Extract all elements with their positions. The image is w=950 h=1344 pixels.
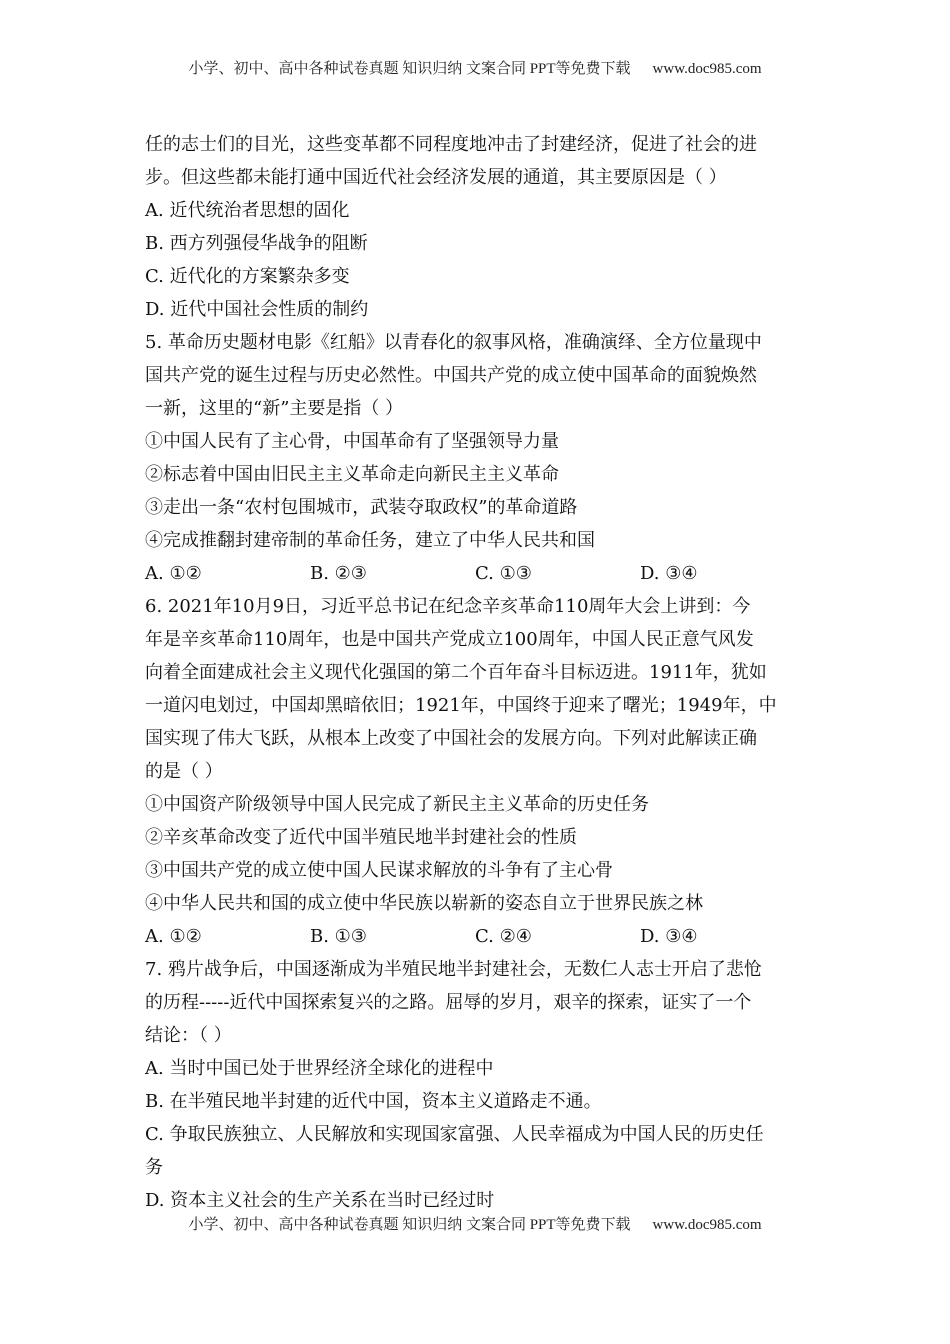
header-text: 小学、初中、高中各种试卷真题 知识归纳 文案合同 PPT等免费下载 [188, 61, 631, 77]
q6-item-2: ②辛亥革命改变了近代中国半殖民地半封建社会的性质 [145, 827, 577, 848]
q4-option-b: B. 西方列强侵华战争的阻断 [145, 233, 368, 254]
q6-item-1: ①中国资产阶级领导中国人民完成了新民主主义革命的历史任务 [145, 794, 649, 815]
footer-text: 小学、初中、高中各种试卷真题 知识归纳 文案合同 PPT等免费下载 [188, 1217, 631, 1233]
q6-choice-a: A. ①② [145, 926, 202, 947]
q7-stem-line: 7. 鸦片战争后，中国逐渐成为半殖民地半封建社会，无数仁人志士开启了悲怆 [145, 959, 762, 980]
q6-item-4: ④中华人民共和国的成立使中华民族以崭新的姿态自立于世界民族之林 [145, 893, 703, 914]
header-url[interactable]: www.doc985.com [652, 61, 762, 77]
page-footer [0, 1213, 950, 1234]
q7-stem-line: 结论：（ ） [145, 1025, 232, 1046]
q5-item-3: ③走出一条“农村包围城市，武装夺取政权”的革命道路 [145, 497, 578, 518]
q6-stem-line: 一道闪电划过，中国却黑暗依旧；1921年，中国终于迎来了曙光；1949年，中 [145, 695, 777, 716]
q5-choice-b: B. ②③ [310, 563, 367, 584]
q5-choice-a: A. ①② [145, 563, 202, 584]
q4-stem-line: 任的志士们的目光，这些变革都不同程度地冲击了封建经济，促进了社会的进 [145, 134, 757, 155]
page-header [0, 57, 950, 78]
q6-choice-d: D. ③④ [640, 926, 698, 947]
q5-stem-line: 5. 革命历史题材电影《红船》以青春化的叙事风格，准确演绎、全方位量现中 [145, 332, 762, 353]
footer-url[interactable]: www.doc985.com [652, 1217, 762, 1233]
q5-choice-c: C. ①③ [475, 563, 532, 584]
q6-stem-line: 的是（ ） [145, 761, 223, 782]
q7-option-c-cont: 务 [145, 1157, 163, 1178]
q4-option-a: A. 近代统治者思想的固化 [145, 200, 350, 221]
q6-stem-line: 向着全面建成社会主义现代化强国的第二个百年奋斗目标迈进。1911年，犹如 [145, 662, 767, 683]
q6-item-3: ③中国共产党的成立使中国人民谋求解放的斗争有了主心骨 [145, 860, 613, 881]
q7-option-d: D. 资本主义社会的生产关系在当时已经过时 [145, 1190, 495, 1211]
q5-stem-line: 一新，这里的“新”主要是指（ ） [145, 398, 404, 419]
q4-option-d: D. 近代中国社会性质的制约 [145, 299, 369, 320]
q6-choices [145, 920, 810, 953]
q5-item-2: ②标志着中国由旧民主主义革命走向新民主主义革命 [145, 464, 559, 485]
q6-stem-line: 6. 2021年10月9日，习近平总书记在纪念辛亥革命110周年大会上讲到：今 [145, 596, 751, 617]
q5-choices [145, 557, 810, 590]
q7-option-a: A. 当时中国已处于世界经济全球化的进程中 [145, 1058, 494, 1079]
q5-choice-d: D. ③④ [640, 563, 698, 584]
q5-item-1: ①中国人民有了主心骨，中国革命有了坚强领导力量 [145, 431, 559, 452]
q6-stem-line: 国实现了伟大飞跃，从根本上改变了中国社会的发展方向。下列对此解读正确 [145, 728, 757, 749]
q7-stem-line: 的历程-----近代中国探索复兴的之路。屈辱的岁月，艰辛的探索，证实了一个 [145, 992, 752, 1013]
q4-option-c: C. 近代化的方案繁杂多变 [145, 266, 350, 287]
q4-stem-line: 步。但这些都未能打通中国近代社会经济发展的通道，其主要原因是（ ） [145, 167, 727, 188]
document-body [145, 128, 810, 1217]
q6-stem-line: 年是辛亥革命110周年，也是中国共产党成立100周年，中国人民正意气风发 [145, 629, 754, 650]
q5-stem-line: 国共产党的诞生过程与历史必然性。中国共产党的成立使中国革命的面貌焕然 [145, 365, 757, 386]
q7-option-c: C. 争取民族独立、人民解放和实现国家富强、人民幸福成为中国人民的历史任 [145, 1124, 764, 1145]
q6-choice-c: C. ②④ [475, 926, 532, 947]
q5-item-4: ④完成推翻封建帝制的革命任务，建立了中华人民共和国 [145, 530, 595, 551]
q7-option-b: B. 在半殖民地半封建的近代中国，资本主义道路走不通。 [145, 1091, 602, 1112]
q6-choice-b: B. ①③ [310, 926, 367, 947]
